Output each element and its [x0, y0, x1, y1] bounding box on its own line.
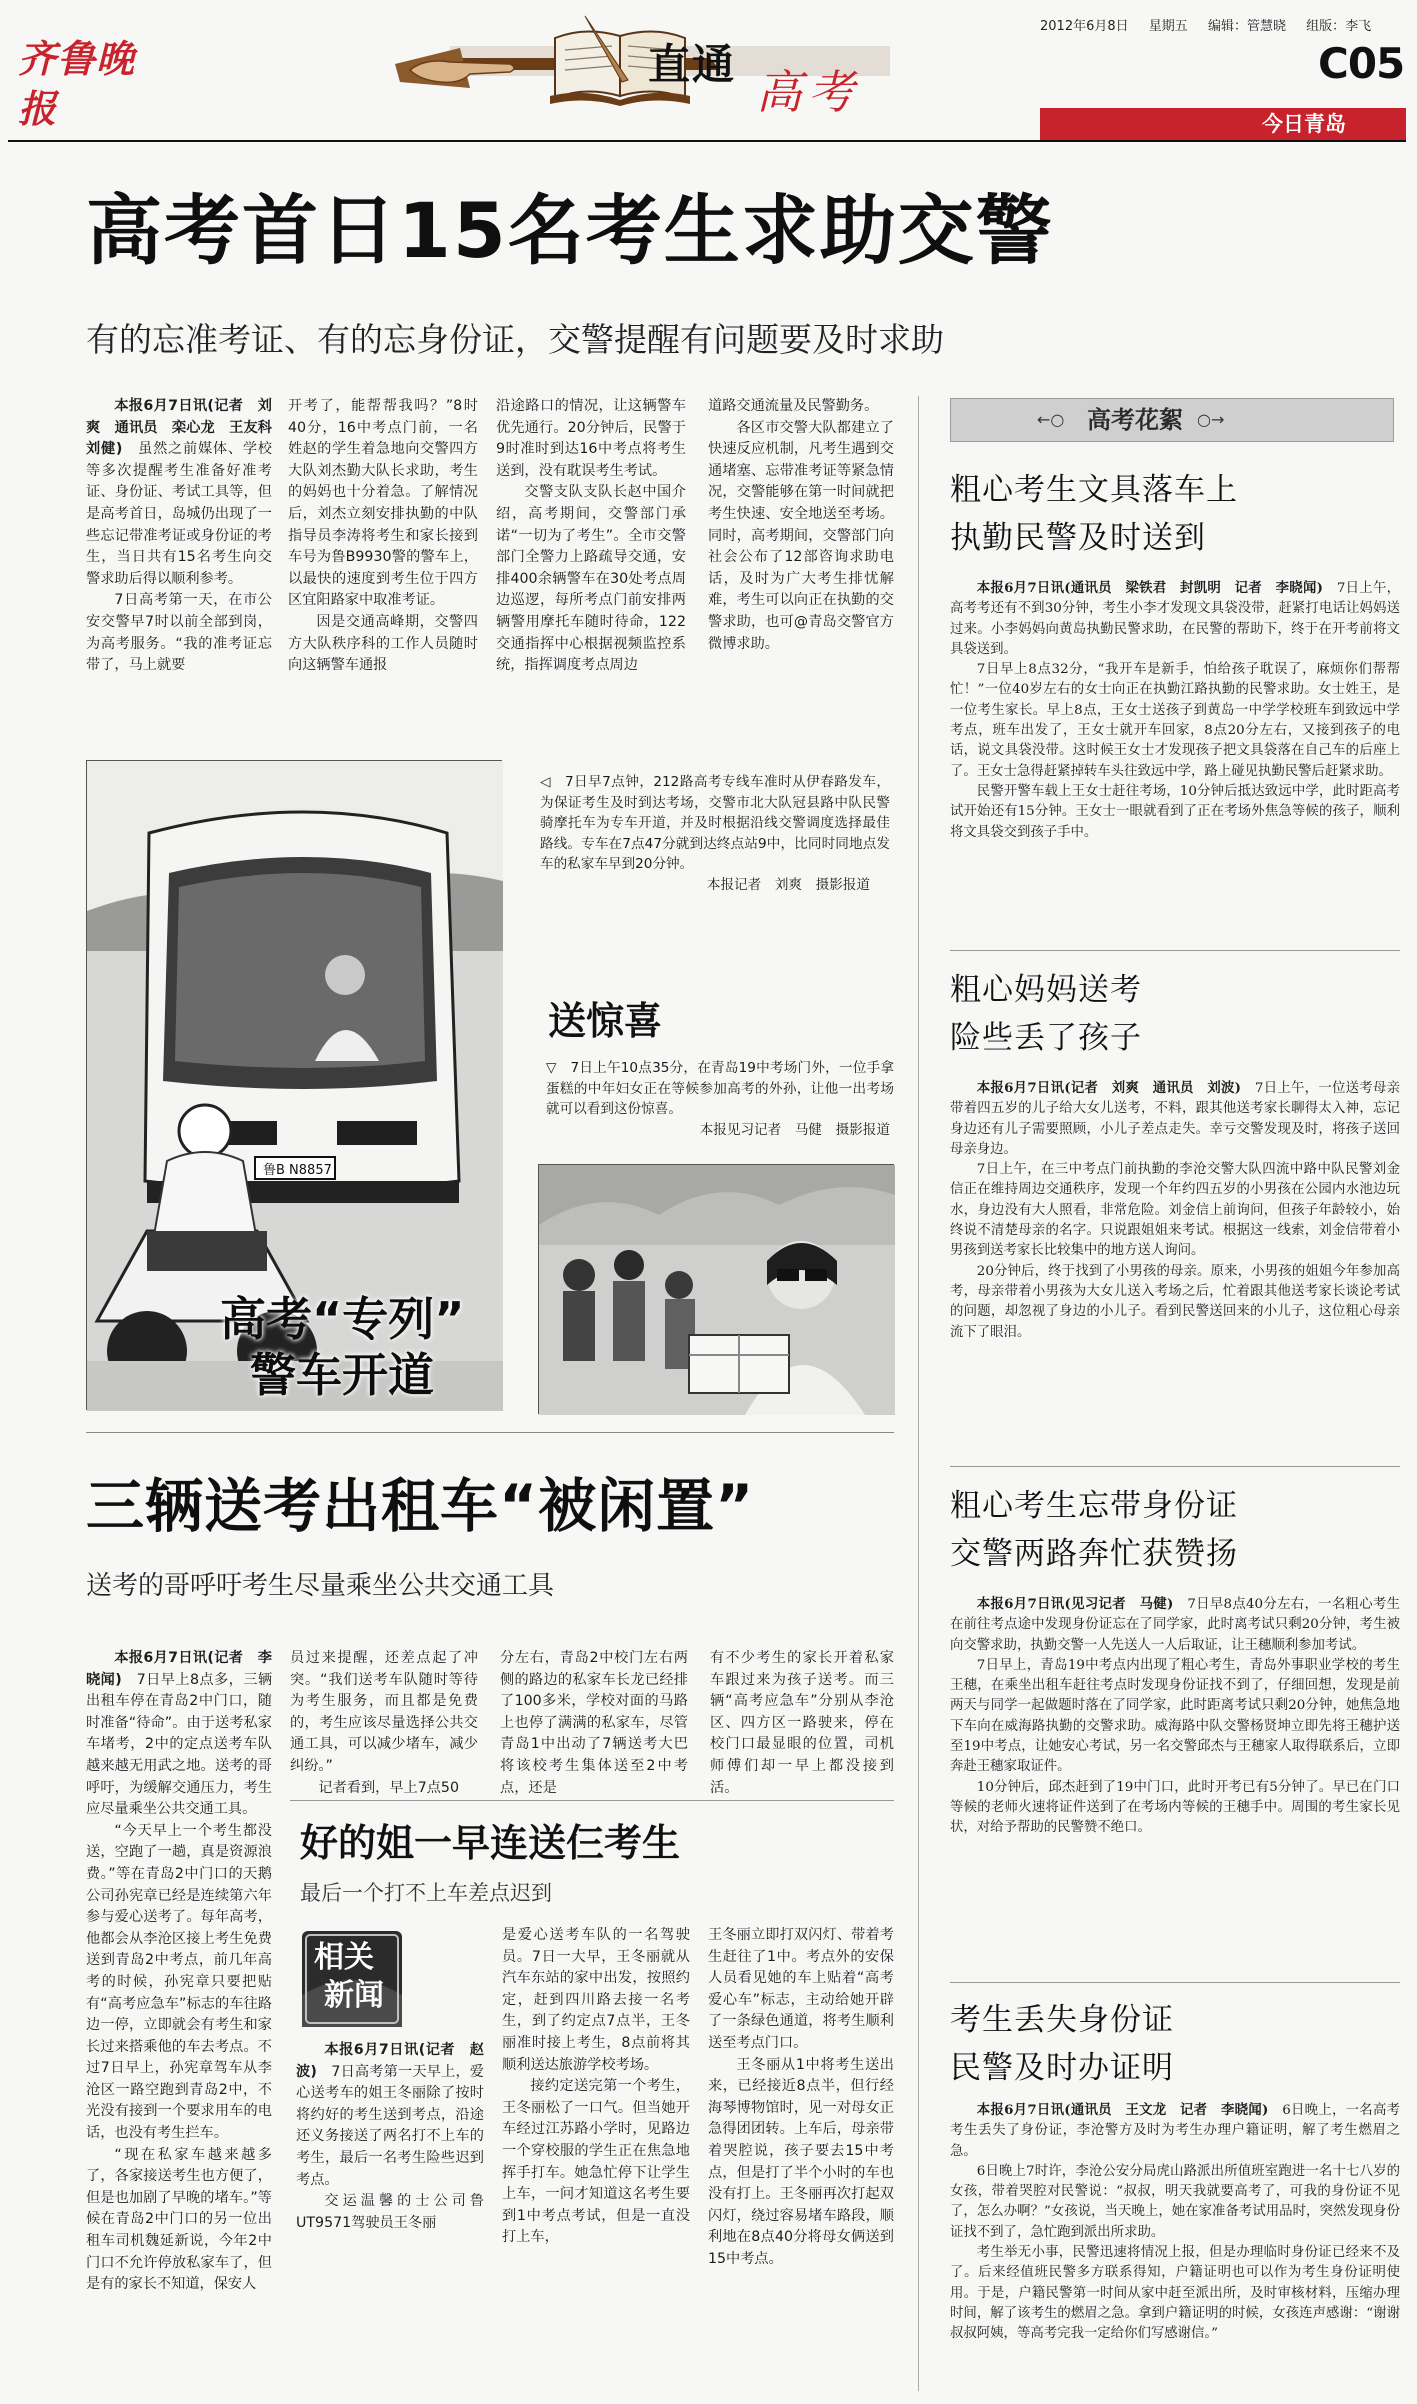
sidebar-s4-para-3: 考生举无小事，民警迅速将情况上报，但是办理临时身份证已经来不及了。后来经值班民警多方联系得知，户籍证明也可以作为考生身份证明使用。于是，户籍民警第一时间从家中赶至派出所，及时审核材料，压缩办理时间，解了该考生的燃眉之急。拿到户籍证明的时候，女孩连声感谢：“谢谢叔叔阿姨，等高考完我一定给你们写感谢信。” [950, 2245, 1400, 2342]
sidebar-s3-para-1-body: 7日早8点40分左右，一名粗心考生在前往考点途中发现身份证忘在了同学家，此时离考试只剩20分钟，考生被向交警求助，执勤交警一人先送人一人后取证，让王穗顺利参加考试。 [950, 1597, 1401, 1653]
main-subheadline: 有的忘准考证、有的忘身份证，交警提醒有问题要及时求助 [86, 320, 944, 359]
sidebar-story-1-body [950, 578, 1400, 948]
taxi-sub-col1-para-1-body: 7日高考第一天早上，爱心送考车的姐王冬丽除了按时将约好的考生送到考点，沿途还义务接送了两名打不上车的考生，最后一名考生险些迟到考点。 [296, 2063, 484, 2188]
sidebar-header-right-arrow: ○→ [1197, 410, 1225, 429]
taxi-sub-rule [290, 1800, 894, 1801]
taxi-col-4 [710, 1648, 894, 1796]
sidebar-s1-para-3: 民警开警车载上王女士赶往考场，10分钟后抵达致远中学，此时距高考试开始还有15分钟。王女士一眼就看到了正在考场外焦急等候的孩子，顺利将文具袋交到孩子手中。 [950, 783, 1400, 840]
main-col-1 [86, 396, 287, 726]
taxi-sub-col-1 [296, 2040, 484, 2395]
taxi-sub-col3-para-2: 王冬丽从1中将考生送出来，已经接近8点半，但行经海琴博物馆时，见一对母女正急得团团转。上车后，母亲带着哭腔说，孩子要去15中考点，但是打了半个小时的车也没有打上。王冬丽再次打起双闪灯，绕过容易堵车路段，顺利地在8点40分将母女俩送到15中考点。 [708, 2056, 894, 2267]
main-col1-para-2: 7日高考第一天，在市公安交警早7时以前全部到岗，为高考服务。“我的准考证忘带了，马上就要 [86, 592, 272, 674]
sidebar-story-1-title [950, 466, 1400, 562]
taxi-col-2 [290, 1648, 478, 1796]
sidebar-story-4-title-l1: 考生丢失身份证 [950, 2002, 1174, 2038]
main-col4-para-1: 道路交通流量及民警勤务。 [708, 398, 879, 414]
taxi-sub-col3-para-1: 王冬丽立即打双闪灯、带着考生赶往了1中。考点外的安保人员看见她的车上贴着“高考爱心车”标志，主动给她开辟了一条绿色通道，将考生顺利送至考点门口。 [708, 1927, 894, 2051]
related-news-badge [296, 1925, 408, 2033]
sidebar-s3-byline: 本报6月7日讯(见习记者 马健) [976, 1596, 1174, 1612]
sidebar-story-4-body [950, 2100, 1400, 2395]
related-news-line-2: 新闻 [324, 1978, 384, 2013]
escort-caption [540, 772, 890, 895]
main-col-3 [496, 396, 686, 726]
taxi-sub-byline: 本报6月7日讯(记者 赵波) [296, 2042, 484, 2080]
taxi-col2-para-2: 记者看到，早上7点50 [318, 1779, 459, 1796]
sidebar-s4-para-1-body: 6日晚上，一名高考考生丢失了身份证，李沧警方及时为考生办理户籍证明，解了考生燃眉之急。 [950, 2103, 1400, 2159]
sidebar-story-3-title [950, 1482, 1400, 1578]
surprise-caption-text: ▽ 7日上午10点35分，在青岛19中考场门外，一位手拿蛋糕的中年妇女正在等候参加高考的外孙，让他一出考场就可以看到这份惊喜。 [546, 1060, 894, 1117]
main-col3-para-2: 交警支队支队长赵中国介绍，高考期间，交警部门承诺“一切为了考生”。全市交警部门全警力上路疏导交通，安排400余辆警车在30处考点周边巡逻，每所考点门前安排两辆警用摩托车随时待命，122交通指挥中心根据视频监控系统，指挥调度考点周边 [496, 484, 686, 674]
section-name: 今日青岛 [1262, 112, 1346, 136]
sidebar-story-2-body [950, 1078, 1400, 1460]
taxi-sub-col1-para-1 [296, 2040, 484, 2191]
main-col4-para-2: 各区市交警大队都建立了快速反应机制，凡考生遇到交通堵塞、忘带准考证等紧急情况，交警能够在第一时间就把考生快速、安全地送至考场。同时，高考期间，交警部门向社会公布了12部咨询求助电话，及时为广大考生排忧解难，考生可以向正在执勤的交警求助，也可@青岛交警官方微博求助。 [708, 419, 894, 652]
taxi-col1-para-2: “今天早上一个考生都没送，空跑了一趟，真是资源浪费。”等在青岛2中门口的天鹅公司孙宪章已经是连续第六年参与爱心送考了。每年高考，他都会从李沧区接上考生免费送到青岛2中考点，前几年高考的时候，孙宪章只要把贴有“高考应急车”标志的车往路边一停，立即就会有考生和家长过来搭乘他的车去考点。不过7日早上，孙宪章驾车从李沧区一路空跑到青岛2中，不光没有接到一个要求用车的电话，也没有考生拦车。 [86, 1822, 272, 2142]
taxi-col4-para-1: 有不少考生的家长开着私家车跟过来为孩子送考。而三辆“高考应急车”分别从李沧区、四方区一路驶来，停在校门口最显眼的位置，司机师傅们却一早上都没接到活。 [710, 1650, 894, 1796]
surprise-title: 送惊喜 [548, 999, 663, 1043]
sidebar-section-title: 高考花絮 [1087, 406, 1183, 434]
sidebar-s3-para-2: 7日早上，青岛19中考点内出现了粗心考生，青岛外事职业学校的考生王穗，在乘坐出租车赶往考点时发现身份证找不到了，仔细回想，发现是前两天与同学一起做题时落在了同学家，此时距离考试只剩20分钟，她焦急地下车向在威海路执勤的交警求助。威海路中队交警杨贤坤立即先将王穗护送至19中考点，让她安心考试，另一名交警邱杰与王穗家人取得联系后，立即奔赴王穗家取证件。 [950, 1657, 1400, 1775]
sidebar-story-4-heading [950, 1996, 1400, 2092]
sidebar-story-3-body [950, 1594, 1400, 1976]
sidebar-s2-para-3: 20分钟后，终于找到了小男孩的母亲。原来，小男孩的姐姐今年参加高考，母亲带着小男孩为大女儿送入考场之后，忙着跟其他送考家长谈论考试的问题，却忽视了身边的小儿子。看到民警送回来的小儿子，这位粗心母亲流下了眼泪。 [950, 1263, 1400, 1340]
sidebar-s4-para-1 [950, 2100, 1400, 2162]
sidebar-s2-byline: 本报6月7日讯(记者 刘爽 通讯员 刘波) [976, 1080, 1242, 1096]
editor-credit: 编辑：管慧晓 [1207, 19, 1286, 34]
sidebar-rule-3 [950, 1982, 1400, 1983]
main-col3-para-1: 沿途路口的情况，让这辆警车优先通行。20分钟后，民警于9时准时到达16中考点将考生送到，没有耽误考生考试。 [496, 398, 686, 479]
taxi-sub-col2-para-2: 接约定送完第一个考生，王冬丽松了一口气。但当她开车经过江苏路小学时，见路边一个穿校服的学生正在焦急地挥手打车。她急忙停下让学生上车，一问才知道这名考生要到1中考点考试，但是一直没打上车， [502, 2078, 690, 2246]
sidebar-section-header [950, 398, 1394, 442]
taxi-col3-para-1: 分左右，青岛2中校门左右两侧的路边的私家车长龙已经排了100多米，学校对面的马路上也停了满满的私家车，尽管青岛1中出动了7辆送考大巴将该校考生集体送至2中考点，还是 [500, 1650, 688, 1796]
sidebar-story-2-title-l1: 粗心妈妈送考 [950, 972, 1142, 1008]
sidebar-s4-para-2: 6日晚上7时许，李沧公安分局虎山路派出所值班室跑进一名十七八岁的女孩，带着哭腔对民警说：“叔叔，明天我就要高考了，可我的身份证不见了，怎么办啊？”女孩说，当天晚上，她在家准备考试用品时，突然发现身份证找不到了，急忙跑到派出所求助。 [950, 2163, 1400, 2240]
sidebar-story-2-title-l2: 险些丢了孩子 [950, 1020, 1142, 1056]
page-title: 高考首日15名考生求助交警 [86, 186, 1054, 275]
sidebar-s3-para-1 [950, 1594, 1400, 1656]
related-news-line-1: 相关 [314, 1940, 374, 1975]
escort-title-line-1: 高考“专列” [220, 1292, 465, 1346]
sidebar-header-left-arrow: ←○ [1037, 410, 1065, 429]
surprise-photo-credit: 本报见习记者 马健 摄影报道 [699, 1121, 890, 1138]
masthead-logo [18, 34, 168, 131]
taxi-sub-col1-para-2: 交运温馨的士公司鲁UT9571驾驶员王冬丽 [296, 2193, 484, 2231]
escort-photo-credit: 本报记者 刘爽 摄影报道 [706, 876, 870, 893]
surprise-photo [538, 1164, 894, 1414]
sidebar-story-1-title-l2: 执勤民警及时送到 [950, 520, 1206, 556]
escort-title-line-2: 警车开道 [250, 1348, 434, 1402]
taxi-sub-headline: 好的姐一早连送仨考生 [300, 1821, 681, 1865]
main-col-2 [288, 396, 478, 726]
sidebar-s4-byline: 本报6月7日讯(通讯员 王文龙 记者 李晓闻) [976, 2102, 1269, 2118]
sidebar-rule-1 [950, 950, 1400, 951]
taxi-sub-subheadline: 最后一个打不上车差点迟到 [300, 1881, 552, 1905]
taxi-headline: 三辆送考出租车“被闲置” [86, 1472, 755, 1540]
taxi-sub-col-2 [502, 1925, 690, 2395]
banner-title-main: 直通 [648, 40, 737, 89]
cake-crowd-illustration [539, 1165, 895, 1415]
taxi-col2-para-1: 员过来提醒，还差点起了冲突。“我们送考车队随时等待为考生服务，而且都是免费的，考生应该尽量选择公共交通工具，可以减少堵车，减少纠纷。” [290, 1650, 478, 1774]
layout-credit: 组版：李飞 [1306, 19, 1372, 34]
sidebar-s1-para-1 [950, 578, 1400, 660]
issue-weekday: 星期五 [1148, 19, 1188, 34]
taxi-sub-col2-para-1: 是爱心送考车队的一名驾驶员。7日一大早，王冬丽就从汽车东站的家中出发，按照约定，赶到四川路去接一名考生，到了约定点7点半，王冬丽准时接上考生，8点前将其顺利送达旅游学校考场。 [502, 1927, 690, 2073]
sidebar-s1-para-1-body: 7日上午，高考考还有不到30分钟，考生小李才发现文具袋没带，赶紧打电话让妈妈送过来。小李妈妈向黄岛执勤民警求助，在民警的帮助下，终于在开考前将文具袋送到。 [950, 581, 1400, 657]
taxi-subheadline: 送考的哥呼吁考生尽量乘坐公共交通工具 [86, 1571, 555, 1601]
taxi-col1-para-1-body: 7日早上8点多，三辆出租车停在青岛2中门口，随时准备“待命”。由于送考私家车堵考，2中的定点送考车队越来越无用武之地。送考的哥呼吁，为缓解交通压力，考生应尽量乘坐公共交通工具。 [86, 1671, 273, 1818]
sidebar-story-4-title-l2: 民警及时办证明 [950, 2050, 1174, 2086]
sidebar-s2-para-1 [950, 1078, 1400, 1160]
taxi-col1-para-1 [86, 1648, 272, 1821]
main-col1-para-1 [86, 396, 287, 590]
main-col-4 [708, 396, 894, 726]
header-meta [1040, 18, 1371, 36]
brand-name: 齐鲁晚报 [18, 36, 136, 131]
banner-title-accent: 高考 [756, 65, 860, 119]
taxi-sub-col-3 [708, 1925, 894, 2395]
sidebar-story-3-title-l2: 交警两路奔忙获赞扬 [950, 1536, 1238, 1572]
sidebar-s1-byline: 本报6月7日讯(通讯员 梁铁君 封凯明 记者 李晓闻) [976, 580, 1323, 596]
issue-date: 2012年6月8日 [1040, 19, 1129, 34]
header-rule [8, 140, 1406, 142]
taxi-byline: 本报6月7日讯(记者 李晓闻) [86, 1650, 272, 1688]
sidebar-story-3-title-l1: 粗心考生忘带身份证 [950, 1488, 1238, 1524]
sidebar-divider [918, 396, 919, 2391]
section-bar [1040, 108, 1406, 140]
sidebar-story-2-title [950, 966, 1400, 1062]
sidebar-s2-para-2: 7日上午，在三中考点门前执勤的李沧交警大队四流中路中队民警刘金信正在维持周边交通秩序，发现一个年约四五岁的小男孩在公园内水池边玩水，身边没有大人照看，非常危险。刘金信上前询问，但孩子年龄较小，始终说不清楚母亲的名字。只说跟姐姐来考试。根据这一线索，刘金信带着小男孩到送考家长比较集中的地方送人询问。 [950, 1162, 1400, 1259]
taxi-col1-para-3: “现在私家车越来越多了，各家接送考生也方便了，但是也加剧了早晚的堵车。”等候在青岛2中门口的另一位出租车司机魏延新说，今年2中门口不允许停放私家车了，但是有的家长不知道，保安人 [86, 2146, 272, 2293]
surprise-caption [546, 1058, 894, 1140]
main-col2-para-2: 因是交通高峰期，交警四方大队秩序科的工作人员随时向这辆警车通报 [288, 613, 478, 674]
sidebar-story-1-title-l1: 粗心考生文具落车上 [950, 472, 1238, 508]
byline: 本报6月7日讯(记者 刘爽 通讯员 栾心龙 王友科 刘健) [86, 398, 287, 458]
page-number: C05 [1318, 39, 1405, 88]
escort-caption-text: ◁ 7日早7点钟，212路高考专线车准时从伊春路发车，为保证考生及时到达考场，交警市北大队冠县路中队民警骑摩托车为专车开道，并及时根据沿线交警调度选择最佳路线。专车在7点47分就到达终点站9中，比同时同地点发车的私家车早到20分钟。 [540, 774, 890, 872]
sidebar-s3-para-3: 10分钟后，邱杰赶到了19中门口，此时开考已有5分钟了。早已在门口等候的老师火速将证件送到了在考场内等候的王穗手中。周围的考生家长见状，对给予帮助的民警赞不绝口。 [950, 1779, 1400, 1836]
main-col2-para-1: 开考了，能帮帮我吗？”8时40分，16中考点门前，一名姓赵的学生着急地向交警四方大队刘杰勤大队长求助，考生的妈妈也十分着急。了解情况后，刘杰立刻安排执勤的中队指导员李涛将考生和家长接到车号为鲁B9930警的警车上，以最快的速度到考生位于四方区宜阳路家中取准考证。 [288, 398, 478, 609]
photo-story-rule [86, 1432, 894, 1433]
sidebar-s1-para-2: 7日早上8点32分，“我开车是新手，怕给孩子耽误了，麻烦你们帮帮忙！”一位40岁左右的女士向正在执勤江路执勤的民警求助。女士姓王，是一位考生家长。早上8点，王女士送孩子到黄岛一中学学校班车到致远中学考点，班车出发了，王女士就开车回家，8点20分左右，又接到孩子的电话，说文具袋没带。这时候王女士才发现孩子把文具袋落在自己车的后座上了。王女士急得赶紧掉转车头往致远中学，路上碰见执勤民警后赶紧求助。 [950, 662, 1400, 779]
sidebar-rule-2 [950, 1466, 1400, 1467]
main-col1-para-1-body: 虽然之前媒体、学校等多次提醒考生准备好准考证、身份证、考试工具等，但是高考首日，岛城仍出现了一些忘记带准考证或身份证的考生，当日共有15名考生向交警求助后得以顺利参考。 [86, 441, 272, 587]
bus-plate: 鲁B N8857 [263, 1163, 332, 1178]
taxi-col-1 [86, 1648, 272, 2393]
taxi-col-3 [500, 1648, 688, 1796]
sidebar-s2-para-1-body: 7日上午，一位送考母亲带着四五岁的儿子给大女儿送考，不料，跟其他送考家长聊得太入神，忘记身边还有儿子需要照顾，小儿子差点走失。幸亏交警发现及时，将孩子送回母亲身边。 [950, 1081, 1400, 1157]
